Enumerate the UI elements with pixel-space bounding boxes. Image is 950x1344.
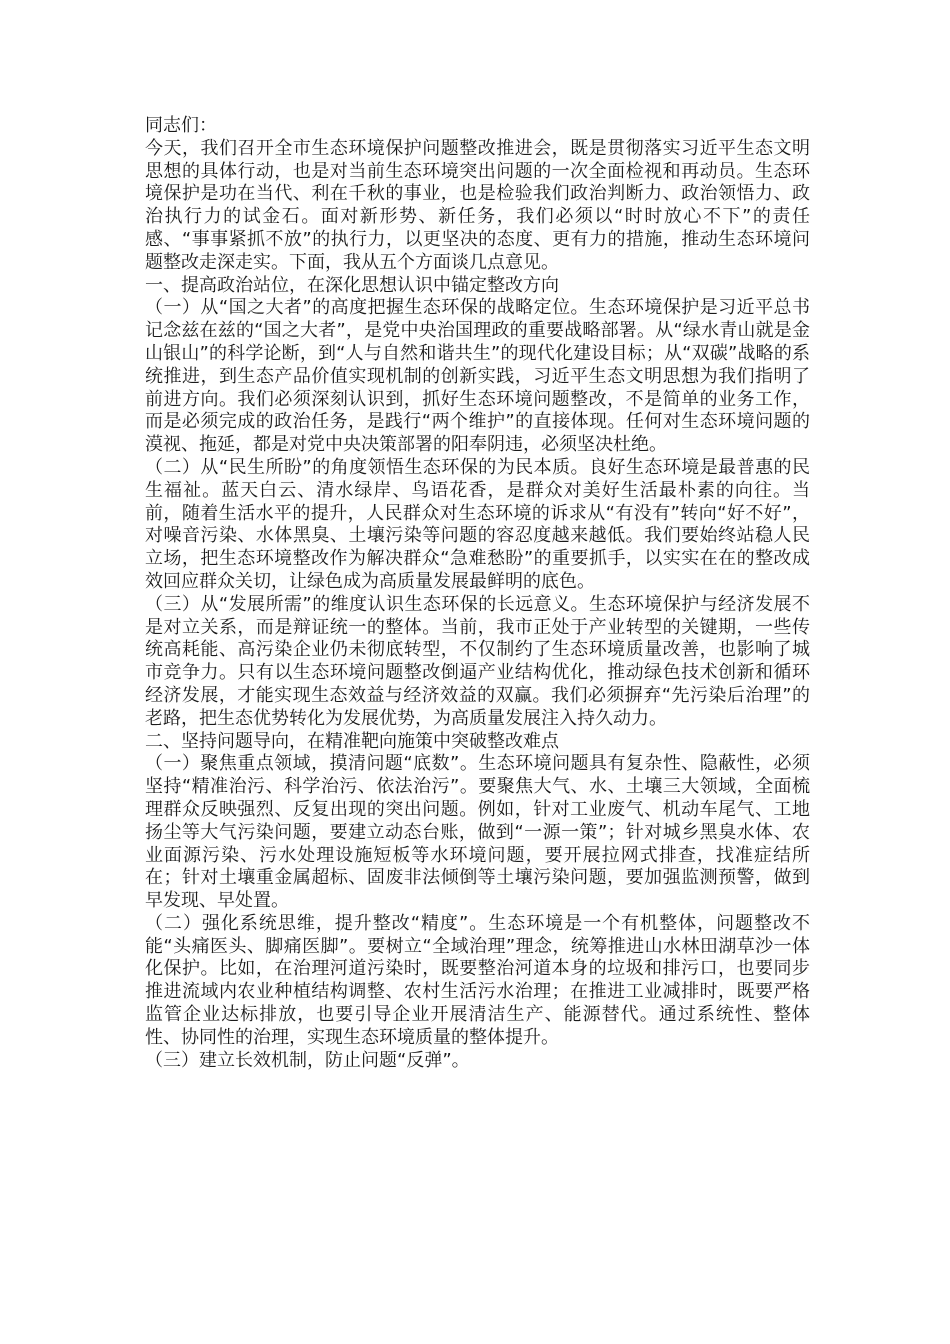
intro-paragraph: 今天，我们召开全市生态环境保护问题整改推进会，既是贯彻落实习近平生态文明思想的具体行动，也是对当前生态环境突出问题的一次全面检视和再动员。生态环境保护是功在当代、利在千秋的事业，也是检验我们政治判断力、政治领悟力、政治执行力的试金石。面对新形势、新任务，我们必须以“时时放心不下”的责任感、“事事紧抓不放”的执行力，以更坚决的态度、更有力的措施，推动生态环境问题整改走深走实。下面，我从五个方面谈几点意见。 xyxy=(145,137,810,273)
salutation: 同志们： xyxy=(145,115,217,136)
body-paragraph: （二）从“民生所盼”的角度领悟生态环保的为民本质。良好生态环境是最普惠的民生福祉。蓝天白云、清水绿岸、鸟语花香，是群众对美好生活最朴素的向往。当前，随着生活水平的提升，人民群众对生态环境的诉求从“有没有”转向“好不好”，对噪音污染、水体黑臭、土壤污染等问题的容忍度越来越低。我们要始终站稳人民立场，把生态环境整改作为解决群众“急难愁盼”的重要抓手，以实实在在的整改成效回应群众关切，让绿色成为高质量发展最鲜明的底色。 xyxy=(145,456,810,592)
body-paragraph: （三）从“发展所需”的维度认识生态环保的长远意义。生态环境保护与经济发展不是对立关系，而是辩证统一的整体。当前，我市正处于产业转型的关键期，一些传统高耗能、高污染企业仍未彻底转型，不仅制约了生态环境质量改善，也影响了城市竞争力。只有以生态环境问题整改倒逼产业结构优化，推动绿色技术创新和循环经济发展，才能实现生态效益与经济效益的双赢。我们必须摒弃“先污染后治理”的老路，把生态优势转化为发展优势，为高质量发展注入持久动力。 xyxy=(145,593,810,729)
section-heading-2: 二、坚持问题导向，在精准靶向施策中突破整改难点 xyxy=(145,730,559,752)
body-paragraph: （一）从“国之大者”的高度把握生态环保的战略定位。生态环境保护是习近平总书记念兹在兹的“国之大者”，是党中央治国理政的重要战略部署。从“绿水青山就是金山银山”的科学论断，到“人与自然和谐共生”的现代化建设目标；从“双碳”战略的系统推进，到生态产品价值实现机制的创新实践，习近平生态文明思想为我们指明了前进方向。我们必须深刻认识到，抓好生态环境问题整改，不是简单的业务工作，而是必须完成的政治任务，是践行“两个维护”的直接体现。任何对生态环境问题的漠视、拖延，都是对党中央决策部署的阳奉阴违，必须坚决杜绝。 xyxy=(145,297,810,456)
body-paragraph: （二）强化系统思维，提升整改“精度”。生态环境是一个有机整体，问题整改不能“头痛医头、脚痛医脚”。要树立“全域治理”理念，统筹推进山水林田湖草沙一体化保护。比如，在治理河道污染时，既要整治河道本身的垃圾和排污口，也要同步推进流域内农业种植结构调整、农村生活污水治理；在推进工业减排时，既要严格监管企业达标排放，也要引导企业开展清洁生产、能源替代。通过系统性、整体性、协同性的治理，实现生态环境质量的整体提升。 xyxy=(145,912,810,1048)
section-heading-1: 一、提高政治站位，在深化思想认识中锚定整改方向 xyxy=(145,274,559,296)
body-paragraph: （三）建立长效机制，防止问题“反弹”。 xyxy=(145,1049,470,1071)
document-page xyxy=(145,115,810,1072)
body-paragraph: （一）聚焦重点领域，摸清问题“底数”。生态环境问题具有复杂性、隐蔽性，必须坚持“精准治污、科学治污、依法治污”。要聚焦大气、水、土壤三大领域，全面梳理群众反映强烈、反复出现的突出问题。例如，针对工业废气、机动车尾气、工地扬尘等大气污染问题，要建立动态台账，做到“一源一策”；针对城乡黑臭水体、农业面源污染、污水处理设施短板等水环境问题，要开展拉网式排查，找准症结所在；针对土壤重金属超标、固废非法倾倒等土壤污染问题，要加强监测预警，做到早发现、早处置。 xyxy=(145,753,810,912)
